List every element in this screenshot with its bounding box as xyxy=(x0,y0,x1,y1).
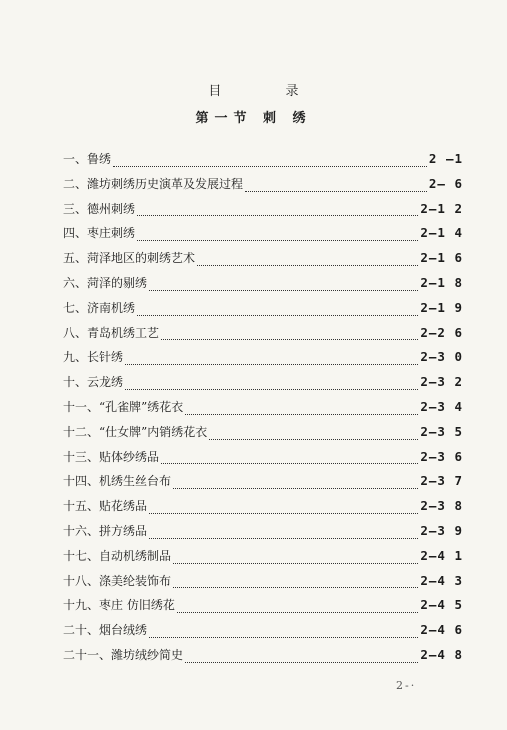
toc-entry-label: 七、济南机绣 xyxy=(63,300,136,315)
toc-entry xyxy=(63,348,463,373)
toc-entry-page: 2—1 8 xyxy=(420,274,463,290)
section-title: 第一节 刺 绣 xyxy=(195,111,312,126)
toc-entry-page: 2—2 6 xyxy=(420,324,463,340)
toc-entry-label: 九、长针绣 xyxy=(63,350,124,365)
toc-entry-page: 2—3 5 xyxy=(420,423,463,439)
leader-dots xyxy=(125,356,418,365)
toc-entry xyxy=(63,299,463,324)
toc-entry xyxy=(63,472,463,497)
toc-entry-label: 十二、“仕女牌”内销绣花衣 xyxy=(63,424,208,439)
toc-entry-label: 十七、自动机绣制品 xyxy=(63,548,172,563)
toc-entry-label: 八、青岛机绣工艺 xyxy=(63,325,160,340)
leader-dots xyxy=(173,579,418,588)
toc-entry-label: 十一、“孔雀牌”绣花衣 xyxy=(63,399,184,414)
toc-entry-label: 二、潍坊刺绣历史演革及发展过程 xyxy=(63,176,244,191)
toc-entry-label: 十五、贴花绣品 xyxy=(63,499,148,514)
leader-dots xyxy=(173,480,418,489)
toc-entry xyxy=(63,224,463,249)
toc-entry-page: 2—3 0 xyxy=(420,349,463,365)
toc-entry-label: 四、枣庄刺绣 xyxy=(63,226,136,241)
toc-entry xyxy=(63,175,463,200)
table-of-contents xyxy=(63,150,463,671)
toc-entry-page: 2—3 9 xyxy=(420,522,463,538)
toc-entry xyxy=(63,621,463,646)
toc-entry xyxy=(63,423,463,448)
toc-entry-page: 2—1 2 xyxy=(420,200,463,216)
toc-entry-page: 2—4 3 xyxy=(420,572,463,588)
toc-entry-page: 2—3 4 xyxy=(420,398,463,414)
leader-dots xyxy=(177,604,419,613)
toc-entry-page: 2—4 5 xyxy=(420,597,463,613)
toc-entry-label: 十八、涤美纶装饰布 xyxy=(63,573,172,588)
toc-entry xyxy=(63,547,463,572)
toc-entry xyxy=(63,249,463,274)
leader-dots xyxy=(125,381,418,390)
leader-dots xyxy=(137,307,418,316)
toc-entry-label: 十、云龙绣 xyxy=(63,375,124,390)
toc-entry-page: 2—4 6 xyxy=(420,622,463,638)
toc-entry-page: 2—3 6 xyxy=(420,448,463,464)
toc-entry-label: 六、菏泽的剔绣 xyxy=(63,275,148,290)
leader-dots xyxy=(113,158,427,167)
toc-entry xyxy=(63,522,463,547)
toc-entry xyxy=(63,596,463,621)
toc-entry xyxy=(63,200,463,225)
toc-entry-page: 2—3 7 xyxy=(420,473,463,489)
leader-dots xyxy=(173,555,418,564)
toc-entry-page: 2—3 8 xyxy=(420,498,463,514)
leader-dots xyxy=(185,406,418,415)
toc-entry xyxy=(63,274,463,299)
toc-entry-label: 三、德州刺绣 xyxy=(63,201,136,216)
toc-entry-label: 十四、机绣生丝台布 xyxy=(63,474,172,489)
toc-entry xyxy=(63,324,463,349)
toc-entry xyxy=(63,150,463,175)
toc-entry-label: 二十一、潍坊绒纱简史 xyxy=(63,647,184,662)
page-number: 2-· xyxy=(396,679,417,692)
leader-dots xyxy=(209,431,418,440)
toc-entry-page: 2—3 2 xyxy=(420,374,463,390)
leader-dots xyxy=(149,505,418,514)
toc-entry xyxy=(63,497,463,522)
toc-entry-page: 2— 6 xyxy=(428,175,463,191)
toc-entry xyxy=(63,373,463,398)
leader-dots xyxy=(161,331,418,340)
toc-entry-label: 十三、贴体纱绣品 xyxy=(63,449,160,464)
toc-entry-page: 2—4 1 xyxy=(420,547,463,563)
leader-dots xyxy=(197,257,418,266)
leader-dots xyxy=(161,455,418,464)
toc-entry xyxy=(63,572,463,597)
toc-entry-page: 2—4 8 xyxy=(420,646,463,662)
toc-entry-label: 十六、拼方绣品 xyxy=(63,523,148,538)
leader-dots xyxy=(137,232,418,241)
toc-entry-page: 2—1 4 xyxy=(420,225,463,241)
toc-entry xyxy=(63,448,463,473)
toc-entry-label: 十九、枣庄 仿旧绣花 xyxy=(63,598,175,613)
leader-dots xyxy=(245,183,427,192)
toc-entry xyxy=(63,398,463,423)
leader-dots xyxy=(137,207,418,216)
toc-entry-page: 2—1 9 xyxy=(420,299,463,315)
leader-dots xyxy=(149,530,418,539)
toc-entry-label: 二十、烟台绒绣 xyxy=(63,623,148,638)
toc-entry-page: 2—1 6 xyxy=(420,250,463,266)
leader-dots xyxy=(149,629,418,638)
toc-entry-page: 2 —1 xyxy=(428,151,463,166)
toc-entry-label: 一、鲁绣 xyxy=(63,152,112,166)
toc-entry-label: 五、菏泽地区的刺绣艺术 xyxy=(63,251,196,266)
leader-dots xyxy=(149,282,418,291)
contents-heading: 目 录 xyxy=(208,84,329,99)
toc-entry xyxy=(63,646,463,671)
leader-dots xyxy=(185,654,418,663)
